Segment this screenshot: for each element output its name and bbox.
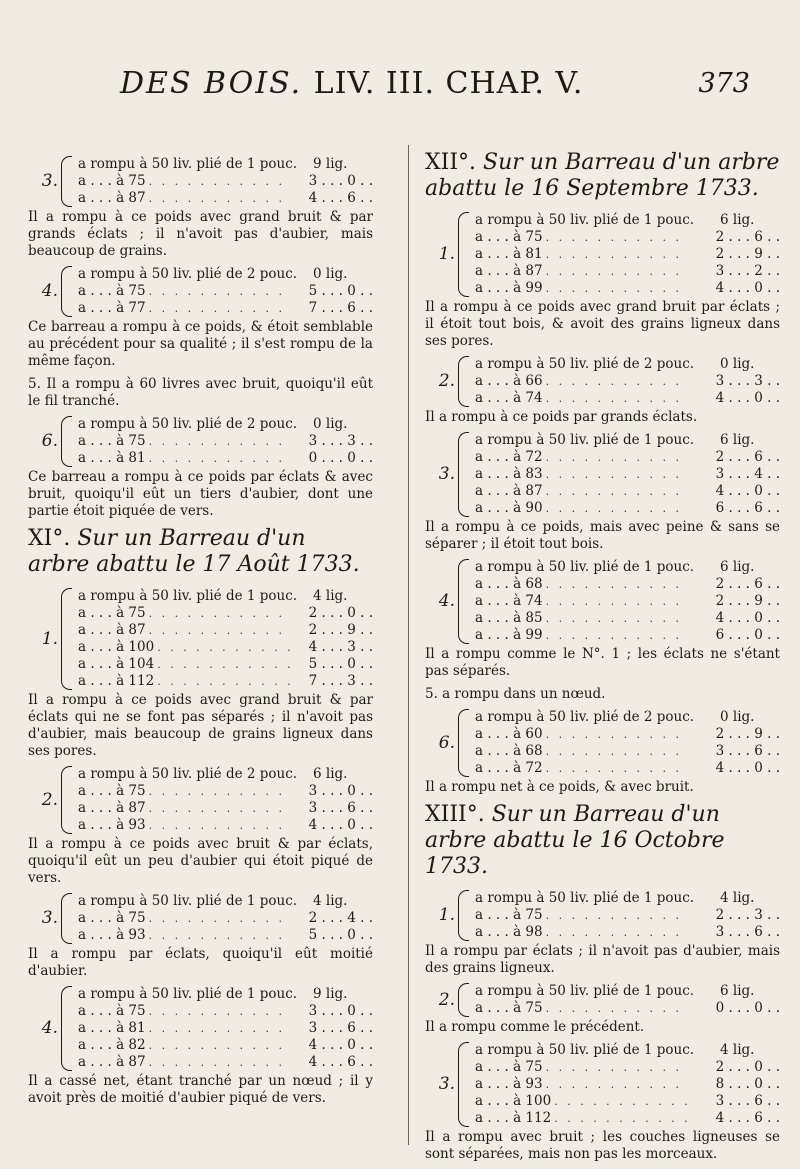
paragraph: Il a rompu avec bruit ; les couches ligneuses se sont séparées, mais non pas les morceaux. xyxy=(425,1129,780,1162)
brace xyxy=(458,709,469,777)
test-number: 2. xyxy=(438,989,455,1010)
test-number: 4. xyxy=(41,1018,58,1038)
measure-row: a . . . à 72 . . . . . . . . . . . 4 . . . 0 . . xyxy=(475,760,780,776)
measure-row: a rompu à 50 liv. plié de 1 pouc. 6 lig. xyxy=(475,559,755,575)
measure-row: a . . . à 75 . . . . . . . . . . . 2 . . . 6 . . xyxy=(475,229,780,245)
measure-row: a . . . à 60 . . . . . . . . . . . 2 . . . 9 . . xyxy=(475,726,780,742)
brace xyxy=(61,416,72,467)
measure-row: a . . . à 68 . . . . . . . . . . . 2 . . . 6 . . xyxy=(475,576,780,592)
measure-row: a . . . à 112 . . . . . . . . . . . 4 . . . 6 . . xyxy=(475,1110,780,1126)
measure-row: a rompu à 50 liv. plié de 1 pouc. 4 lig. xyxy=(78,893,348,909)
measure-row: a . . . à 93 . . . . . . . . . . . 5 . . . 0 . . xyxy=(78,927,373,943)
brace xyxy=(61,986,72,1071)
test-number: 3. xyxy=(41,171,58,191)
measure-row: a . . . à 90 . . . . . . . . . . . 6 . . . 6 . . xyxy=(475,500,780,516)
measure-row: a . . . à 87 . . . . . . . . . . . 4 . . . 6 . . xyxy=(78,190,373,206)
right-column xyxy=(425,150,780,1169)
paragraph: Il a cassé net, étant tranché par un nœud ; il y avoit près de moitié d'aubier piqué de vers. xyxy=(28,1073,373,1106)
test-number: 3. xyxy=(41,908,58,928)
measure-row: a . . . à 99 . . . . . . . . . . . 6 . . . 0 . . xyxy=(475,627,780,643)
measure-row: a rompu à 50 liv. plié de 1 pouc. 6 lig. xyxy=(475,983,755,999)
test-number: 3. xyxy=(438,464,455,484)
test-group-6 xyxy=(28,416,373,467)
measure-row: a . . . à 74 . . . . . . . . . . . 2 . . . 9 . . xyxy=(475,593,780,609)
measure-row: a . . . à 87 . . . . . . . . . . . 4 . . . 0 . . xyxy=(475,483,780,499)
measure-row: a . . . à 75 . . . . . . . . . . . 3 . . . 0 . . xyxy=(78,1003,373,1019)
brace xyxy=(458,559,469,644)
measure-row: a rompu à 50 liv. plié de 2 pouc. 0 lig. xyxy=(78,266,348,282)
measure-row: a . . . à 93 . . . . . . . . . . . 8 . . . 0 . . xyxy=(475,1076,780,1092)
test-group-1 xyxy=(425,212,780,297)
measure-row: a . . . à 75 . . . . . . . . . . . 2 . . . 3 . . xyxy=(475,907,780,923)
test-number: 4. xyxy=(41,281,58,301)
measure-row: a . . . à 112 . . . . . . . . . . . 7 . . . 3 . . xyxy=(78,673,373,689)
paragraph: Il a rompu à ce poids avec grand bruit & par grands éclats ; il n'avoit pas d'aubier, mais beaucoup de grains. xyxy=(28,209,373,259)
brace xyxy=(61,893,72,944)
brace xyxy=(61,156,72,207)
test-number: 1. xyxy=(41,628,58,649)
measure-row: a rompu à 50 liv. plié de 1 pouc. 4 lig. xyxy=(475,1042,755,1058)
measure-row: a . . . à 98 . . . . . . . . . . . 3 . . . 6 . . xyxy=(475,924,780,940)
measure-row: a . . . à 75 . . . . . . . . . . . 2 . . . 4 . . xyxy=(78,910,373,926)
paragraph: Il a rompu à ce poids avec grand bruit par éclats ; il étoit tout bois, & avoit des grains ligneux dans ses pores. xyxy=(425,299,780,349)
measure-row: a . . . à 100 . . . . . . . . . . . 4 . . . 3 . . xyxy=(78,639,373,655)
paragraph: Il a rompu à ce poids avec bruit & par éclats, quoiqu'il eût un peu d'aubier qui étoit piqué de vers. xyxy=(28,836,373,886)
measure-row: a rompu à 50 liv. plié de 1 pouc. 6 lig. xyxy=(475,432,755,448)
measure-row: a . . . à 75 . . . . . . . . . . . 3 . . . 0 . . xyxy=(78,173,373,189)
test-number: 1. xyxy=(438,244,455,264)
measure-row: a . . . à 81 . . . . . . . . . . . 2 . . . 9 . . xyxy=(475,246,780,262)
test-group-3 xyxy=(28,893,373,944)
measure-row: a . . . à 74 . . . . . . . . . . . 4 . . . 0 . . xyxy=(475,390,780,406)
test-group-3 xyxy=(28,156,373,207)
measure-row: a . . . à 75 . . . . . . . . . . . 3 . . . 0 . . xyxy=(78,783,373,799)
measure-row: a . . . à 81 . . . . . . . . . . . 0 . . . 0 . . xyxy=(78,450,373,466)
paragraph: Il a rompu comme le précédent. xyxy=(425,1019,645,1035)
paragraph: Il a rompu par éclats ; il n'avoit pas d'aubier, mais des grains ligneux. xyxy=(425,943,780,976)
measure-row: a . . . à 75 . . . . . . . . . . . 2 . . . 0 . . xyxy=(78,605,373,621)
measure-row: a . . . à 72 . . . . . . . . . . . 2 . . . 6 . . xyxy=(475,449,780,465)
measure-row: a rompu à 50 liv. plié de 1 pouc. 4 lig. xyxy=(475,890,755,906)
test-group-4 xyxy=(28,266,373,317)
measure-row: a . . . à 100 . . . . . . . . . . . 3 . . . 6 . . xyxy=(475,1093,780,1109)
measure-row: a rompu à 50 liv. plié de 1 pouc. 6 lig. xyxy=(475,212,755,228)
paragraph: 5. a rompu dans un nœud. xyxy=(425,686,606,702)
test-number: 3. xyxy=(438,1074,455,1094)
section-title: XI°. Sur un Barreau d'un arbre abattu le 17 Août 1733. xyxy=(28,526,360,577)
test-number: 1. xyxy=(438,905,455,925)
paragraph: Il a rompu à ce poids avec grand bruit & par éclats qui ne se font pas séparés ; il n'avoit pas d'aubier, mais beaucoup de grains ligneux dans ses pores. xyxy=(28,692,373,759)
measure-row: a . . . à 75 . . . . . . . . . . . 2 . . . 0 . . xyxy=(475,1059,780,1075)
measure-row: a rompu à 50 liv. plié de 2 pouc. 6 lig. xyxy=(78,766,348,782)
test-group-2 xyxy=(425,983,780,1017)
paragraph: Il a rompu à ce poids par grands éclats. xyxy=(425,409,698,425)
test-group-6 xyxy=(425,709,780,777)
measure-row: a . . . à 85 . . . . . . . . . . . 4 . . . 0 . . xyxy=(475,610,780,626)
test-group-1 xyxy=(425,890,780,941)
test-number: 6. xyxy=(438,732,455,753)
measure-row: a . . . à 87 . . . . . . . . . . . 3 . . . 2 . . xyxy=(475,263,780,279)
test-group-3 xyxy=(425,1042,780,1127)
measure-row: a . . . à 82 . . . . . . . . . . . 4 . . . 0 . . xyxy=(78,1037,373,1053)
brace xyxy=(458,432,469,517)
page-number: 373 xyxy=(698,68,750,99)
measure-row: a . . . à 75 . . . . . . . . . . . 3 . . . 3 . . xyxy=(78,433,373,449)
test-group-1 xyxy=(28,588,373,690)
left-column xyxy=(28,150,373,1113)
test-group-2 xyxy=(425,356,780,407)
test-group-3 xyxy=(425,432,780,517)
measure-row: a . . . à 68 . . . . . . . . . . . 3 . . . 6 . . xyxy=(475,743,780,759)
running-head-chapter: LIV. III. CHAP. V. xyxy=(313,66,584,101)
measure-row: a rompu à 50 liv. plié de 2 pouc. 0 lig. xyxy=(475,709,755,725)
measure-row: a rompu à 50 liv. plié de 1 pouc. 9 lig. xyxy=(78,156,348,172)
measure-row: a . . . à 83 . . . . . . . . . . . 3 . . . 4 . . xyxy=(475,466,780,482)
test-group-2 xyxy=(28,766,373,834)
test-number: 6. xyxy=(41,431,58,451)
paragraph: Il a rompu à ce poids, mais avec peine & sans se séparer ; il étoit tout bois. xyxy=(425,519,780,552)
brace xyxy=(458,890,469,941)
test-number: 2. xyxy=(41,789,58,810)
measure-row: a rompu à 50 liv. plié de 2 pouc. 0 lig. xyxy=(78,416,348,432)
running-head-title: DES BOIS. xyxy=(120,66,314,101)
measure-row: a . . . à 75 . . . . . . . . . . . 5 . . . 0 . . xyxy=(78,283,373,299)
measure-row: a . . . à 99 . . . . . . . . . . . 4 . . . 0 . . xyxy=(475,280,780,296)
brace xyxy=(458,1042,469,1127)
section-title: XII°. Sur un Barreau d'un arbre abattu le 16 Septembre 1733. xyxy=(425,150,780,201)
test-number: 4. xyxy=(438,591,455,611)
paragraph: Ce barreau a rompu à ce poids, & étoit semblable au précédent pour sa qualité ; il s'est rompu de la même façon. xyxy=(28,319,373,369)
section-title: XIII°. Sur un Barreau d'un arbre abattu le 16 Octobre 1733. xyxy=(425,802,725,879)
brace xyxy=(61,766,72,834)
paragraph: Il a rompu par éclats, quoiqu'il eût moitié d'aubier. xyxy=(28,946,373,979)
measure-row: a . . . à 81 . . . . . . . . . . . 3 . . . 6 . . xyxy=(78,1020,373,1036)
running-header xyxy=(0,66,800,106)
brace xyxy=(61,266,72,317)
paragraph: Il a rompu comme le N°. 1 ; les éclats ne s'étant pas séparés. xyxy=(425,646,780,679)
test-group-4 xyxy=(28,986,373,1071)
measure-row: a . . . à 87 . . . . . . . . . . . 3 . . . 6 . . xyxy=(78,800,373,816)
paragraph: Il a rompu net à ce poids, & avec bruit. xyxy=(425,779,694,795)
measure-row: a . . . à 77 . . . . . . . . . . . 7 . . . 6 . . xyxy=(78,300,373,316)
test-number: 2. xyxy=(438,371,455,391)
measure-row: a . . . à 75 . . . . . . . . . . . 0 . . . 0 . . xyxy=(475,1000,780,1016)
paragraph: 5. Il a rompu à 60 livres avec bruit, quoiqu'il eût le fil tranché. xyxy=(28,376,373,409)
measure-row: a . . . à 93 . . . . . . . . . . . 4 . . . 0 . . xyxy=(78,817,373,833)
measure-row: a . . . à 87 . . . . . . . . . . . 4 . . . 6 . . xyxy=(78,1054,373,1070)
brace xyxy=(458,983,469,1017)
measure-row: a rompu à 50 liv. plié de 2 pouc. 0 lig. xyxy=(475,356,755,372)
brace xyxy=(458,356,469,407)
running-head xyxy=(120,66,583,101)
brace xyxy=(458,212,469,297)
brace xyxy=(61,588,72,690)
test-group-4 xyxy=(425,559,780,644)
column-divider xyxy=(408,145,409,1145)
measure-row: a . . . à 87 . . . . . . . . . . . 2 . . . 9 . . xyxy=(78,622,373,638)
measure-row: a rompu à 50 liv. plié de 1 pouc. 4 lig. xyxy=(78,588,348,604)
measure-row: a . . . à 104 . . . . . . . . . . . 5 . . . 0 . . xyxy=(78,656,373,672)
paragraph: Ce barreau a rompu à ce poids par éclats & avec bruit, quoiqu'il eût un tiers d'aubier, dont une partie étoit piquée de vers. xyxy=(28,469,373,519)
measure-row: a rompu à 50 liv. plié de 1 pouc. 9 lig. xyxy=(78,986,348,1002)
measure-row: a . . . à 66 . . . . . . . . . . . 3 . . . 3 . . xyxy=(475,373,780,389)
